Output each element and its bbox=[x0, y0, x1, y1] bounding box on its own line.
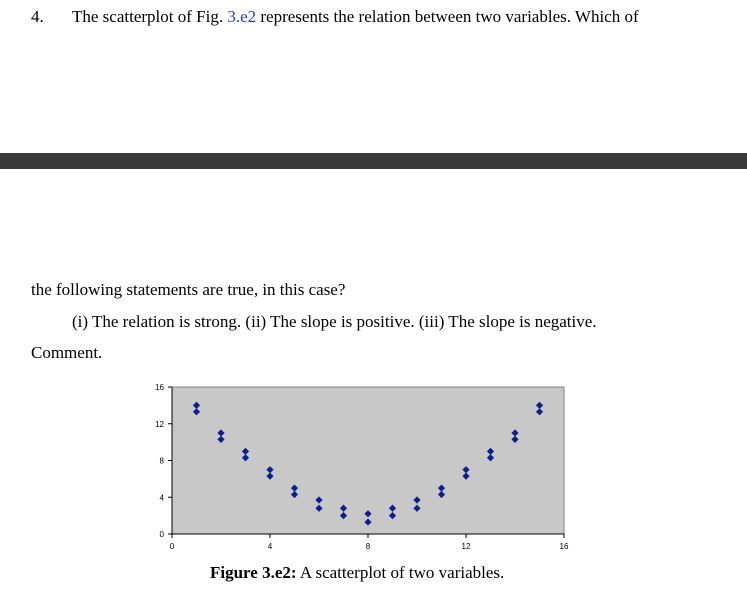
question-text-before-link: The scatterplot of Fig. bbox=[72, 7, 228, 26]
figure-caption-label: Figure 3.e2: bbox=[210, 563, 297, 582]
x-tick-label: 16 bbox=[559, 542, 569, 551]
figure-caption bbox=[210, 563, 504, 583]
figure-reference-link[interactable]: 3.e2 bbox=[227, 7, 257, 26]
y-tick-label: 0 bbox=[159, 530, 164, 539]
x-tick-label: 4 bbox=[267, 542, 273, 551]
x-tick-label: 8 bbox=[365, 542, 371, 551]
x-tick-label: 12 bbox=[461, 542, 471, 551]
scatterplot-figure bbox=[135, 375, 585, 560]
question-text-line2: the following statements are true, in this case? bbox=[31, 280, 346, 299]
y-tick-label: 16 bbox=[155, 383, 164, 392]
figure-caption-text: A scatterplot of two variables. bbox=[296, 563, 505, 582]
question-text-line1 bbox=[72, 7, 639, 27]
y-tick-label: 8 bbox=[159, 456, 164, 466]
question-number: 4. bbox=[31, 7, 44, 26]
question-comment: Comment. bbox=[31, 343, 103, 362]
question-statements: (i) The relation is strong. (ii) The slope is positive. (iii) The slope is negative. bbox=[72, 312, 597, 331]
y-tick-label: 4 bbox=[159, 493, 164, 503]
page-break-band bbox=[0, 153, 747, 169]
question-text-after-link: represents the relation between two variables. Which of bbox=[256, 7, 639, 26]
x-tick-label: 0 bbox=[169, 542, 175, 551]
y-tick-label: 12 bbox=[155, 419, 164, 429]
